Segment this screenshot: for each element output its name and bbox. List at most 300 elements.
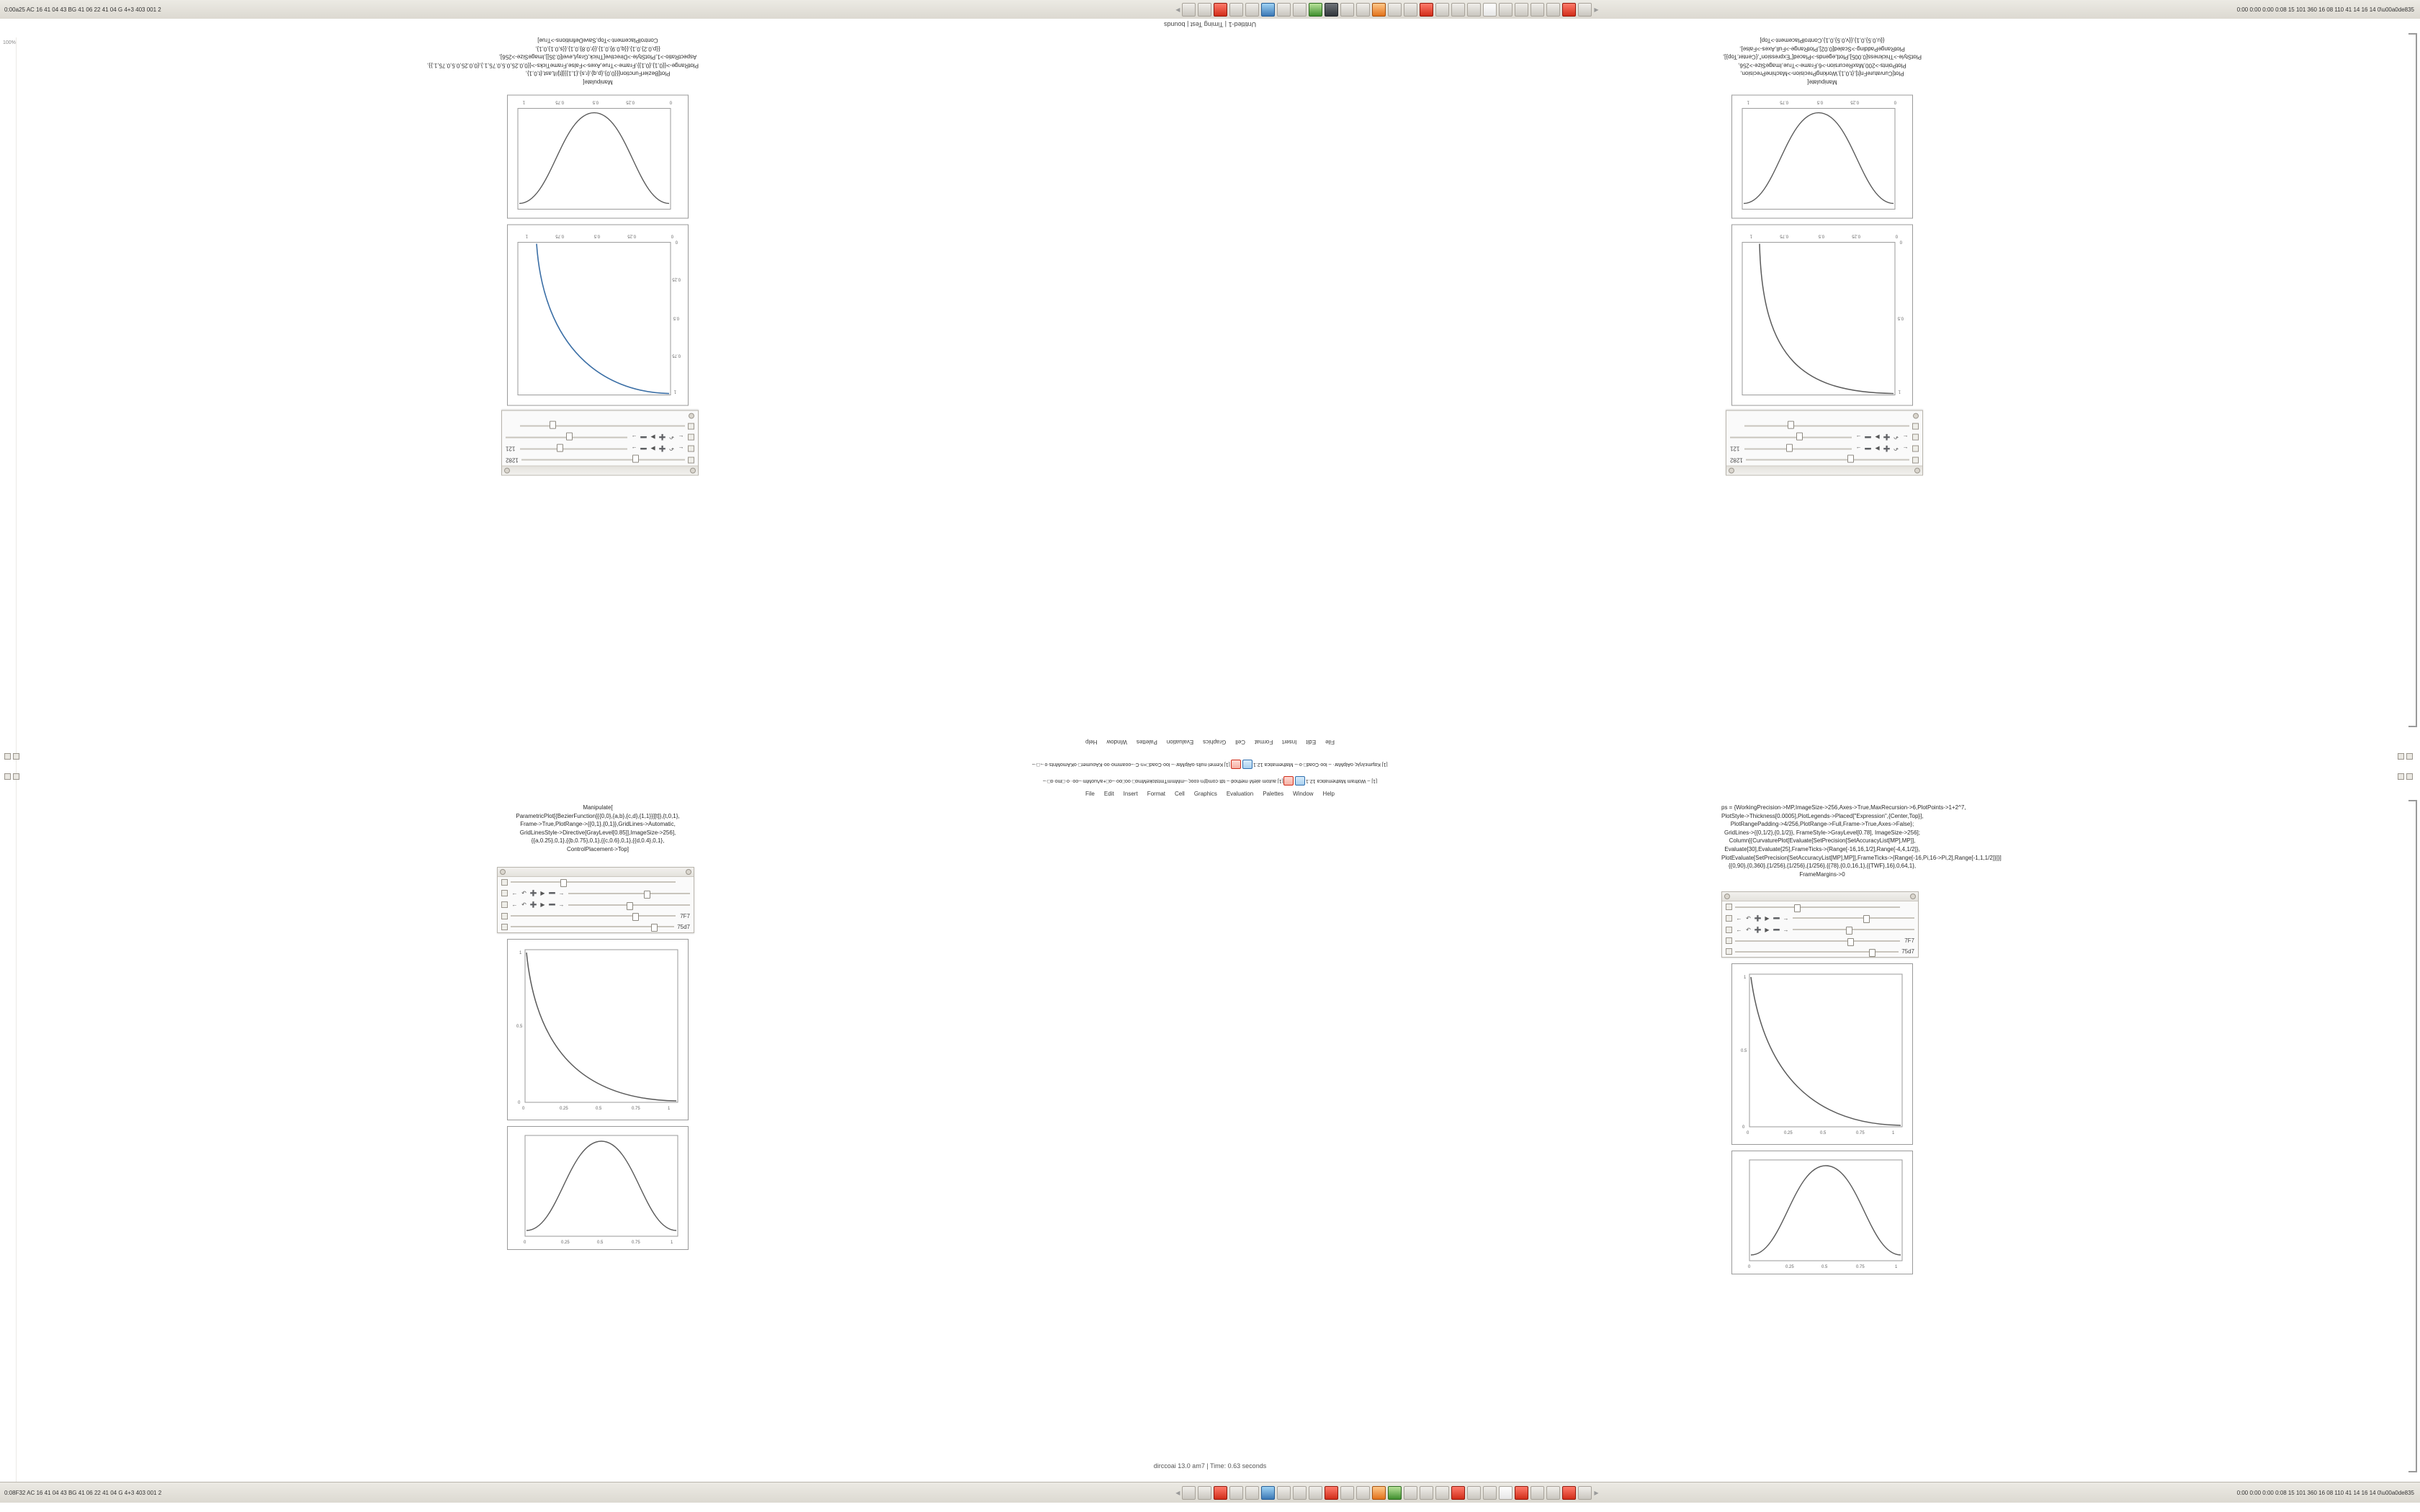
slider-br-3[interactable] xyxy=(1793,927,1914,932)
slider-bl-1[interactable] xyxy=(511,879,676,885)
manipulate-footer-tr[interactable] xyxy=(1726,411,1922,421)
document-canvas xyxy=(0,19,2420,1482)
anim-controls-tr-1[interactable] xyxy=(1855,446,1909,453)
manipulate-menu-icon-br[interactable] xyxy=(1724,894,1730,899)
manipulate-footer-tl[interactable] xyxy=(502,411,698,421)
step-back-icon-tr-1[interactable]: ← xyxy=(1902,446,1909,453)
code-line-bl-1: ParametricPlot[{BezierFunction[{{0,0},{a,b},{c,d},{1,1}}][t]},{t,0,1}, xyxy=(516,812,680,819)
menu-item-palettes[interactable]: Palettes xyxy=(1136,739,1157,745)
app-icon-media[interactable] xyxy=(1420,3,1433,17)
menu-item-window[interactable]: Window xyxy=(1106,739,1127,745)
menu-item-format[interactable]: Format xyxy=(1254,739,1273,745)
slider-bl-4[interactable] xyxy=(511,913,676,919)
stop-icon-bl-1[interactable]: ➖ xyxy=(548,890,556,897)
manipulate-close-icon-br[interactable] xyxy=(1910,894,1916,899)
notebook-cell-bottom-left xyxy=(497,804,699,1250)
app-icon-media-b[interactable] xyxy=(1325,1486,1338,1500)
slider-value-tr-2: 121 xyxy=(1730,446,1740,453)
svg-text:0.25: 0.25 xyxy=(626,99,635,104)
taskbar-launcher-icons[interactable] xyxy=(537,3,2237,17)
app-icon-recorder[interactable] xyxy=(1214,3,1227,17)
slider-tl-3[interactable] xyxy=(506,435,627,441)
reverse-icon-tl-2[interactable]: ↶ xyxy=(669,434,674,441)
app-icon-console[interactable] xyxy=(1325,3,1338,17)
slider-toggle-icon-br-4[interactable] xyxy=(1726,937,1732,944)
menu-item-cell-2[interactable]: Cell xyxy=(1175,791,1185,797)
menu-item-graphics-2[interactable]: Graphics xyxy=(1193,791,1217,797)
svg-text:0: 0 xyxy=(518,1100,521,1105)
anim-controls-tl-2[interactable] xyxy=(630,434,685,441)
slider-tl-2[interactable] xyxy=(520,446,627,452)
menu-item-cell[interactable]: Cell xyxy=(1235,739,1245,745)
play-icon-bl-2[interactable]: ➕ xyxy=(529,901,537,909)
anim-controls-br-2[interactable] xyxy=(1735,926,1790,933)
manipulate-menu-icon-tr[interactable] xyxy=(1914,468,1920,474)
app-icon-docs[interactable] xyxy=(1483,3,1497,17)
taskbar-sep-label: ◀ xyxy=(1175,6,1180,13)
play-icon-tr-1[interactable]: ➕ xyxy=(1883,446,1891,453)
anim-controls-br-1[interactable] xyxy=(1735,914,1790,922)
menubar-upright[interactable] xyxy=(0,791,2420,797)
svg-text:0: 0 xyxy=(1894,99,1896,104)
code-block-bl xyxy=(497,804,699,854)
reverse-icon-bl-1[interactable]: ↶ xyxy=(521,890,526,897)
pause-icon-tr-2[interactable]: ▶ xyxy=(1875,434,1880,441)
stop-icon-tl-2[interactable]: ➖ xyxy=(640,434,647,441)
manipulate-control-row-br-2[interactable] xyxy=(1722,924,1918,935)
status-chip-blue-2[interactable] xyxy=(1295,776,1305,786)
svg-text:0.25: 0.25 xyxy=(1785,1265,1794,1270)
app-icon-sheet-b[interactable] xyxy=(1309,1486,1322,1500)
taskbar-top-left-text: 0:00a25 AC 16 41 04 43 BG 41 06 22 41 04 G 4+3 403 001 2 xyxy=(4,6,161,13)
status-chip-red-2[interactable] xyxy=(1283,776,1294,786)
code-line-bl-5: ControlPlacement->Top] xyxy=(566,845,629,852)
app-icon-help-b[interactable] xyxy=(1515,1486,1528,1500)
manipulate-control-row-bl-1[interactable] xyxy=(498,888,694,899)
app-icon-settings[interactable] xyxy=(1404,3,1417,17)
manipulate-slider-row-tr-4[interactable] xyxy=(1726,421,1922,432)
stop-icon-br-2[interactable]: ➖ xyxy=(1773,926,1780,933)
slider-toggle-icon-br-5[interactable] xyxy=(1726,948,1732,955)
taskbar-bottom-launcher-icons[interactable] xyxy=(537,1486,2237,1500)
svg-text:0.25: 0.25 xyxy=(1850,99,1859,104)
slider-toggle-icon-tr-1[interactable] xyxy=(1912,457,1919,464)
anim-toggle-icon-tl-2[interactable] xyxy=(688,434,694,441)
code-line-tr-2: PlotPoints->200,MaxRecursion->6,Frame->True,ImageSize->256, xyxy=(1738,62,1906,69)
svg-text:1: 1 xyxy=(525,233,528,238)
slider-bl-5[interactable] xyxy=(511,924,674,930)
manipulate-slider-row-tl-4[interactable] xyxy=(502,421,698,432)
svg-text:1: 1 xyxy=(668,1106,671,1111)
app-icon-archive-b[interactable] xyxy=(1404,1486,1417,1500)
app-icon-files[interactable] xyxy=(1182,3,1196,17)
slider-toggle-icon-bl-5[interactable] xyxy=(501,924,508,930)
slider-toggle-icon-bl-1[interactable] xyxy=(501,879,508,886)
app-icon-files-b[interactable] xyxy=(1182,1486,1196,1500)
pause-icon-br-1[interactable]: ▶ xyxy=(1765,914,1770,922)
pause-icon-bl-2[interactable]: ▶ xyxy=(540,901,545,909)
code-line-tl-0: Manipulate[ xyxy=(583,78,613,86)
manipulate-titlebar-bl[interactable] xyxy=(498,868,694,877)
step-fwd-icon-br-2[interactable]: → xyxy=(1783,926,1789,933)
svg-text:0.75: 0.75 xyxy=(555,99,564,104)
svg-text:0.75: 0.75 xyxy=(555,233,564,238)
reverse-icon-tr-1[interactable]: ↶ xyxy=(1894,446,1899,453)
stop-icon-bl-2[interactable]: ➖ xyxy=(548,901,556,909)
svg-text:0.75: 0.75 xyxy=(1856,1131,1865,1136)
app-icon-cloud-b[interactable] xyxy=(1546,1486,1560,1500)
cell-bracket-top[interactable] xyxy=(2408,33,2417,727)
taskbar-bottom-right-status xyxy=(2237,1490,2420,1496)
step-back-icon-br-2[interactable]: ← xyxy=(1736,926,1742,933)
app-icon-graphics-b[interactable] xyxy=(1372,1486,1386,1500)
app-icon-console-b[interactable] xyxy=(1388,1486,1402,1500)
anim-toggle-icon-br-1[interactable] xyxy=(1726,915,1732,922)
manipulate-panel-top-right[interactable] xyxy=(1726,410,1923,476)
step-back-icon-br-1[interactable]: ← xyxy=(1736,914,1742,922)
slider-toggle-icon-bl-4[interactable] xyxy=(501,913,508,919)
slider-toggle-icon-tl-1[interactable] xyxy=(688,457,694,464)
svg-text:0: 0 xyxy=(675,239,678,244)
svg-text:0.25: 0.25 xyxy=(672,276,681,282)
menu-item-insert[interactable]: Insert xyxy=(1282,739,1297,745)
slider-toggle-icon-tr-4[interactable] xyxy=(1912,423,1919,430)
slider-value-bl-4: 7F7 xyxy=(680,912,690,919)
stop-icon-tr-2[interactable]: ➖ xyxy=(1864,434,1872,441)
step-fwd-icon-bl-2[interactable]: → xyxy=(558,901,565,909)
manipulate-control-row-br-1[interactable] xyxy=(1722,912,1918,924)
slider-bl-3[interactable] xyxy=(568,902,690,908)
svg-text:0: 0 xyxy=(669,99,672,104)
anim-toggle-icon-tl-1[interactable] xyxy=(688,446,694,452)
slider-tl-4[interactable] xyxy=(520,423,685,429)
svg-text:1: 1 xyxy=(1892,1131,1895,1136)
step-fwd-icon-br-1[interactable]: → xyxy=(1783,914,1789,922)
reverse-icon-br-2[interactable]: ↶ xyxy=(1746,926,1751,933)
app-icon-settings-b[interactable] xyxy=(1420,1486,1433,1500)
step-fwd-icon-tl-1[interactable]: → xyxy=(631,446,637,453)
app-icon-mathematica-b[interactable] xyxy=(1483,1486,1497,1500)
notebook-cell-top-left xyxy=(427,36,699,476)
stop-icon-tr-1[interactable]: ➖ xyxy=(1864,446,1872,453)
taskbar-more-icon[interactable]: ▶ xyxy=(1594,6,1599,13)
svg-text:0: 0 xyxy=(1747,1131,1749,1136)
anim-toggle-icon-tr-2[interactable] xyxy=(1912,434,1919,441)
taskbar-bottom-left-status xyxy=(0,1490,537,1496)
app-icon-terminal[interactable] xyxy=(1198,3,1211,17)
app-icon-photos[interactable] xyxy=(1451,3,1465,17)
slider-value-tl-1: 1282 xyxy=(506,456,519,464)
menu-item-help-2[interactable]: Help xyxy=(1322,791,1335,797)
svg-text:0: 0 xyxy=(522,1106,525,1111)
plot-quarter-arc-tr xyxy=(1731,225,1913,406)
app-icon-notes[interactable] xyxy=(1245,3,1259,17)
manipulate-slider-row-bl-5[interactable] xyxy=(498,922,694,932)
app-icon-graphics[interactable] xyxy=(1372,3,1386,17)
manipulate-slider-row-br-4[interactable] xyxy=(1722,935,1918,946)
svg-text:0.75: 0.75 xyxy=(1856,1265,1865,1270)
reverse-icon-bl-2[interactable]: ↶ xyxy=(521,901,526,909)
code-line-br-1: PlotStyle->Thickness[0.0005],PlotLegends->Placed["Expression",{Center,Top}], xyxy=(1721,812,1924,819)
app-icon-stop-b[interactable] xyxy=(1451,1486,1465,1500)
pause-icon-tl-1[interactable]: ▶ xyxy=(650,446,655,453)
plot-bell-tr xyxy=(1731,95,1913,219)
svg-text:1: 1 xyxy=(673,389,676,394)
app-icon-editor[interactable] xyxy=(1229,3,1243,17)
manipulate-control-row-tr-2[interactable] xyxy=(1726,432,1922,444)
app-icon-viewer-b[interactable] xyxy=(1340,1486,1354,1500)
status-chip-blue-1[interactable] xyxy=(1242,760,1252,769)
step-fwd-icon-tl-2[interactable]: → xyxy=(631,434,637,441)
anim-toggle-icon-tr-1[interactable] xyxy=(1912,446,1919,452)
play-icon-bl-1[interactable]: ➕ xyxy=(529,890,537,897)
app-icon-misc[interactable] xyxy=(1578,3,1592,17)
menu-item-edit[interactable]: Edit xyxy=(1306,739,1317,745)
play-icon-tr-2[interactable]: ➕ xyxy=(1883,434,1891,441)
step-fwd-icon-tr-2[interactable]: → xyxy=(1855,434,1862,441)
menu-item-evaluation[interactable]: Evaluation xyxy=(1166,739,1194,745)
app-icon-cloud[interactable] xyxy=(1531,3,1544,17)
app-icon-misc-b[interactable] xyxy=(1578,1486,1592,1500)
code-line-tr-4: PlotRangePadding->Scaled[0.02],PlotRange->Full,Axes->False], xyxy=(1739,45,1905,53)
svg-text:0.5: 0.5 xyxy=(593,233,600,238)
menu-item-format-2[interactable]: Format xyxy=(1147,791,1166,797)
app-icon-video-b[interactable] xyxy=(1562,1486,1576,1500)
manipulate-close-icon-tl[interactable] xyxy=(504,468,510,474)
step-back-icon-tr-2[interactable]: ← xyxy=(1902,434,1909,441)
step-back-icon-bl-2[interactable]: ← xyxy=(511,901,518,909)
code-line-tr-1: Plot[CurvatureFn[t],{t,0,1},WorkingPrecision->MachinePrecision, xyxy=(1740,70,1904,77)
code-line-tl-5: ControlPlacement->Top,SaveDefinitions->True] xyxy=(537,37,658,44)
code-line-br-3: GridLines->{{0,1/2},{0,1/2}}, FrameStyle->GrayLevel[0.78], ImageSize->256]; xyxy=(1724,829,1920,836)
app-icon-browser[interactable] xyxy=(1261,3,1275,17)
anim-controls-tr-2[interactable] xyxy=(1855,434,1909,441)
manipulate-control-row-tr-1[interactable] xyxy=(1726,444,1922,455)
app-icon-notes-b[interactable] xyxy=(1245,1486,1259,1500)
app-icon-chat-b[interactable] xyxy=(1435,1486,1449,1500)
code-block-tl xyxy=(427,36,699,86)
taskbar-bottom-sep-label: ◀ xyxy=(1175,1489,1180,1496)
top-taskbar[interactable] xyxy=(0,0,2420,19)
menu-item-palettes-2[interactable]: Palettes xyxy=(1263,791,1284,797)
anim-controls-tl-1[interactable] xyxy=(630,446,685,453)
app-icon-store-b[interactable] xyxy=(1531,1486,1544,1500)
manipulate-control-row-bl-2[interactable] xyxy=(498,899,694,911)
pane-window-controls-left[interactable] xyxy=(4,753,19,760)
pane-window-controls-right[interactable] xyxy=(2398,753,2413,760)
app-icon-calc-b[interactable] xyxy=(1277,1486,1291,1500)
svg-text:1: 1 xyxy=(522,99,525,104)
svg-text:0.75: 0.75 xyxy=(1780,233,1788,238)
slider-br-5[interactable] xyxy=(1735,949,1899,955)
reverse-icon-br-1[interactable]: ↶ xyxy=(1746,914,1751,922)
app-icon-sheet[interactable] xyxy=(1309,3,1322,17)
window-title xyxy=(0,19,2420,30)
manipulate-titlebar-tl[interactable] xyxy=(502,466,698,475)
app-icon-archive[interactable] xyxy=(1388,3,1402,17)
pause-icon-bl-1[interactable]: ▶ xyxy=(540,890,545,897)
manipulate-slider-row-tr-1[interactable] xyxy=(1726,455,1922,466)
svg-text:0.5: 0.5 xyxy=(1818,233,1824,238)
app-icon-mathematica[interactable] xyxy=(1467,3,1481,17)
svg-text:0: 0 xyxy=(671,233,673,238)
manipulate-slider-row-bl-1[interactable] xyxy=(498,877,694,888)
menu-item-evaluation-2[interactable]: Evaluation xyxy=(1226,791,1254,797)
stop-icon-br-1[interactable]: ➖ xyxy=(1773,914,1780,922)
input-row-1[interactable] xyxy=(0,760,2420,769)
menu-item-window-2[interactable]: Window xyxy=(1293,791,1314,797)
app-icon-terminal-b[interactable] xyxy=(1198,1486,1211,1500)
step-back-icon-tl-1[interactable]: ← xyxy=(678,446,684,453)
code-line-br-8: FrameMargins->0 xyxy=(1799,870,1845,878)
slider-tr-4[interactable] xyxy=(1744,423,1909,429)
app-icon-browser-b[interactable] xyxy=(1261,1486,1275,1500)
svg-text:0: 0 xyxy=(1899,239,1902,244)
reverse-icon-tr-2[interactable]: ↶ xyxy=(1894,434,1899,441)
code-line-tr-3: PlotStyle->Thickness[0.005],PlotLegends->Placed["Expression",{Center,Top}], xyxy=(1722,53,1922,60)
manipulate-control-row-tl-1[interactable] xyxy=(502,444,698,455)
app-icon-chat[interactable] xyxy=(1435,3,1449,17)
notebook-cell-top-right xyxy=(1721,36,1923,476)
manipulate-slider-row-tl-1[interactable] xyxy=(502,455,698,466)
menu-item-insert-2[interactable]: Insert xyxy=(1123,791,1138,797)
svg-text:0: 0 xyxy=(524,1240,526,1245)
menubar-flipped[interactable] xyxy=(0,739,2420,745)
slider-tr-1[interactable] xyxy=(1746,457,1909,463)
svg-text:1: 1 xyxy=(1744,976,1747,981)
manipulate-titlebar-tr[interactable] xyxy=(1726,466,1922,475)
manipulate-control-row-tl-2[interactable] xyxy=(502,432,698,444)
anim-controls-bl-1[interactable] xyxy=(511,890,565,897)
step-back-icon-bl-1[interactable]: ← xyxy=(511,890,518,897)
manipulate-close-icon-bl[interactable] xyxy=(686,869,691,875)
plot-bell-br xyxy=(1731,1151,1913,1274)
app-icon-mail[interactable] xyxy=(1293,3,1307,17)
menu-item-file[interactable]: File xyxy=(1325,739,1335,745)
app-icon-music-b[interactable] xyxy=(1356,1486,1370,1500)
manipulate-close-icon-tr[interactable] xyxy=(1729,468,1734,474)
app-icon-editor-b[interactable] xyxy=(1229,1486,1243,1500)
step-fwd-icon-bl-1[interactable]: → xyxy=(558,890,565,897)
stop-icon-tl-1[interactable]: ➖ xyxy=(640,446,647,453)
manipulate-panel-bottom-left[interactable] xyxy=(497,867,694,933)
code-block-tr xyxy=(1721,36,1923,86)
manipulate-panel-bottom-right[interactable] xyxy=(1721,891,1919,958)
slider-br-4[interactable] xyxy=(1735,938,1900,944)
slider-br-1[interactable] xyxy=(1735,904,1900,910)
manipulate-slider-row-br-1[interactable] xyxy=(1722,901,1918,912)
play-icon-tl-1[interactable]: ➕ xyxy=(658,446,666,453)
bottom-taskbar[interactable] xyxy=(0,1482,2420,1503)
pause-icon-tl-2[interactable]: ▶ xyxy=(650,434,655,441)
manipulate-panel-top-left[interactable] xyxy=(501,410,699,476)
slider-toggle-icon-tl-4[interactable] xyxy=(688,423,694,430)
app-icon-stop[interactable] xyxy=(1562,3,1576,17)
menu-item-graphics[interactable]: Graphics xyxy=(1203,739,1227,745)
reverse-icon-tl-1[interactable]: ↶ xyxy=(669,446,674,453)
slider-bl-2[interactable] xyxy=(568,891,690,896)
anim-controls-bl-2[interactable] xyxy=(511,901,565,909)
app-icon-calc[interactable] xyxy=(1277,3,1291,17)
svg-text:0.5: 0.5 xyxy=(1741,1049,1747,1054)
svg-text:1: 1 xyxy=(671,1240,673,1245)
svg-text:0.25: 0.25 xyxy=(560,1106,568,1111)
play-icon-br-1[interactable]: ➕ xyxy=(1754,914,1762,922)
close-icon[interactable] xyxy=(4,753,11,760)
app-icon-mail-b[interactable] xyxy=(1293,1486,1307,1500)
app-icon-store[interactable] xyxy=(1515,3,1528,17)
manipulate-expand-icon-tl[interactable] xyxy=(689,413,694,419)
code-line-tr-0: Manipulate[ xyxy=(1807,78,1837,86)
app-icon-help[interactable] xyxy=(1499,3,1512,17)
menu-item-help[interactable]: Help xyxy=(1085,739,1098,745)
play-icon-tl-2[interactable]: ➕ xyxy=(658,434,666,441)
plot-quarter-arc-tl xyxy=(507,225,689,406)
slider-tr-3[interactable] xyxy=(1730,435,1852,441)
play-icon-br-2[interactable]: ➕ xyxy=(1754,926,1762,933)
manipulate-slider-row-br-5[interactable] xyxy=(1722,946,1918,957)
anim-toggle-icon-bl-1[interactable] xyxy=(501,890,508,896)
slider-value-tl-2: 121 xyxy=(506,446,516,453)
app-icon-docs-b[interactable] xyxy=(1499,1486,1512,1500)
taskbar-bottom-more-icon[interactable]: ▶ xyxy=(1594,1489,1599,1496)
app-icon-video[interactable] xyxy=(1546,3,1560,17)
menu-item-edit-2[interactable]: Edit xyxy=(1103,791,1114,797)
svg-text:1: 1 xyxy=(1749,233,1752,238)
slider-value-bl-5: 75d7 xyxy=(677,923,690,930)
code-line-bl-2: Frame->True,PlotRange->{{0,1},{0,1}},GridLines->Automatic, xyxy=(520,821,676,828)
minimize-icon[interactable] xyxy=(13,753,19,760)
pause-icon-br-2[interactable]: ▶ xyxy=(1765,926,1770,933)
slider-toggle-icon-br-1[interactable] xyxy=(1726,904,1732,910)
step-fwd-icon-tr-1[interactable]: → xyxy=(1855,446,1862,453)
svg-text:0: 0 xyxy=(1742,1125,1745,1130)
slider-br-2[interactable] xyxy=(1793,915,1914,921)
pause-icon-tr-1[interactable]: ▶ xyxy=(1875,446,1880,453)
slider-value-br-4: 7F7 xyxy=(1904,937,1914,945)
step-back-icon-tl-2[interactable]: ← xyxy=(678,434,684,441)
manipulate-expand-icon-tr[interactable] xyxy=(1913,413,1919,419)
slider-value-br-5: 75d7 xyxy=(1901,948,1914,955)
anim-toggle-icon-bl-2[interactable] xyxy=(501,901,508,908)
app-icon-music[interactable] xyxy=(1356,3,1370,17)
code-line-tl-3: AspectRatio->1,PlotStyle->Directive[Thick,GrayLevel[0.35]],ImageSize->256], xyxy=(498,53,697,60)
svg-text:0.5: 0.5 xyxy=(1897,315,1904,320)
code-line-br-0: ps = {WorkingPrecision->MP,ImageSize->256,Axes->True,MaxRecursion->6,PlotPoints->1+2^7, xyxy=(1721,804,1966,811)
app-icon-recorder-b[interactable] xyxy=(1214,1486,1227,1500)
app-icon-viewer[interactable] xyxy=(1340,3,1354,17)
menu-item-file-2[interactable]: File xyxy=(1085,791,1095,797)
app-icon-photos-b[interactable] xyxy=(1467,1486,1481,1500)
minimize-icon-right[interactable] xyxy=(2406,753,2413,760)
manipulate-menu-icon-tl[interactable] xyxy=(690,468,696,474)
manipulate-menu-icon-bl[interactable] xyxy=(500,869,506,875)
svg-text:0.5: 0.5 xyxy=(673,315,679,320)
slider-tr-2[interactable] xyxy=(1744,446,1852,452)
manipulate-slider-row-bl-4[interactable] xyxy=(498,911,694,922)
close-icon-right[interactable] xyxy=(2398,753,2404,760)
manipulate-titlebar-br[interactable] xyxy=(1722,892,1918,901)
code-line-bl-3: GridLinesStyle->Directive[GrayLevel[0.85]],ImageSize->256], xyxy=(519,829,676,836)
svg-text:0.5: 0.5 xyxy=(1820,1131,1827,1136)
anim-toggle-icon-br-2[interactable] xyxy=(1726,927,1732,933)
cell-bracket-bottom[interactable] xyxy=(2408,800,2417,1472)
status-chip-red-1[interactable] xyxy=(1231,760,1241,769)
input-row-2[interactable] xyxy=(0,776,2420,786)
taskbar-bottom-right-text: 0:00 0:00 0:00 0:08 15 101 360 16 08 110 41 14 16 14 0\u00a0de835 xyxy=(2236,1489,2414,1496)
svg-text:0.25: 0.25 xyxy=(561,1240,570,1245)
slider-tl-1[interactable] xyxy=(521,457,685,463)
